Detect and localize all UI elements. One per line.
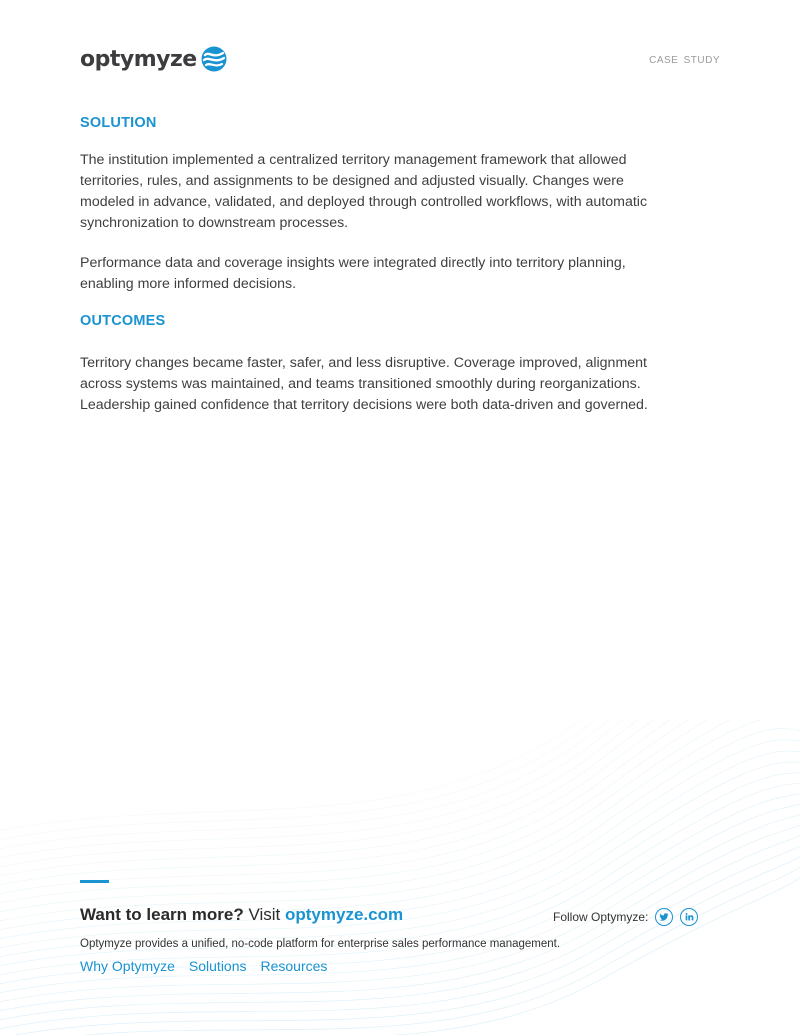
footer-accent-line [80,880,109,883]
optymyze-logo[interactable] [80,44,227,74]
document-type-label: CASE STUDY [649,55,720,66]
cta-question: Want to learn more? [80,905,244,924]
logo-text: optymyze [80,46,197,72]
outcomes-paragraph: Territory changes became faster, safer, and less disruptive. Coverage improved, alignment across systems was maintained, and teams transitioned smoothly during reorganizations. Leadership gained confidence that territory decisions were both data-driven and governed. [80,355,648,413]
footer-link-resources[interactable]: Resources [260,958,328,974]
cta-visit: Visit [248,905,281,924]
background-wave-pattern [0,720,800,1035]
footer-link-solutions[interactable]: Solutions [188,958,247,974]
follow-section [553,908,698,926]
learn-more-callout [80,905,403,925]
company-tagline: Optymyze provides a unified, no-code platform for enterprise sales performance management. [80,938,561,950]
solution-paragraph-2: Performance data and coverage insights were integrated directly into territory planning, enabling more informed decisions. [80,255,626,292]
linkedin-icon[interactable] [680,908,698,926]
follow-label: Follow Optymyze: [553,910,649,924]
footer-nav [80,958,327,974]
outcomes-heading: OUTCOMES [80,313,166,329]
website-link[interactable]: optymyze.com [285,905,404,924]
logo-wave-icon [201,46,227,72]
solution-heading: SOLUTION [80,115,157,131]
twitter-icon[interactable] [655,908,673,926]
solution-paragraph-1: The institution implemented a centralized territory management framework that allowed territories, rules, and assignments to be designed and adjusted visually. Changes were modeled in advance, validated, and deployed through controlled workflows, with automatic synchronization to downstream processes. [80,152,648,231]
footer-link-why-optymyze[interactable]: Why Optymyze [80,958,175,974]
